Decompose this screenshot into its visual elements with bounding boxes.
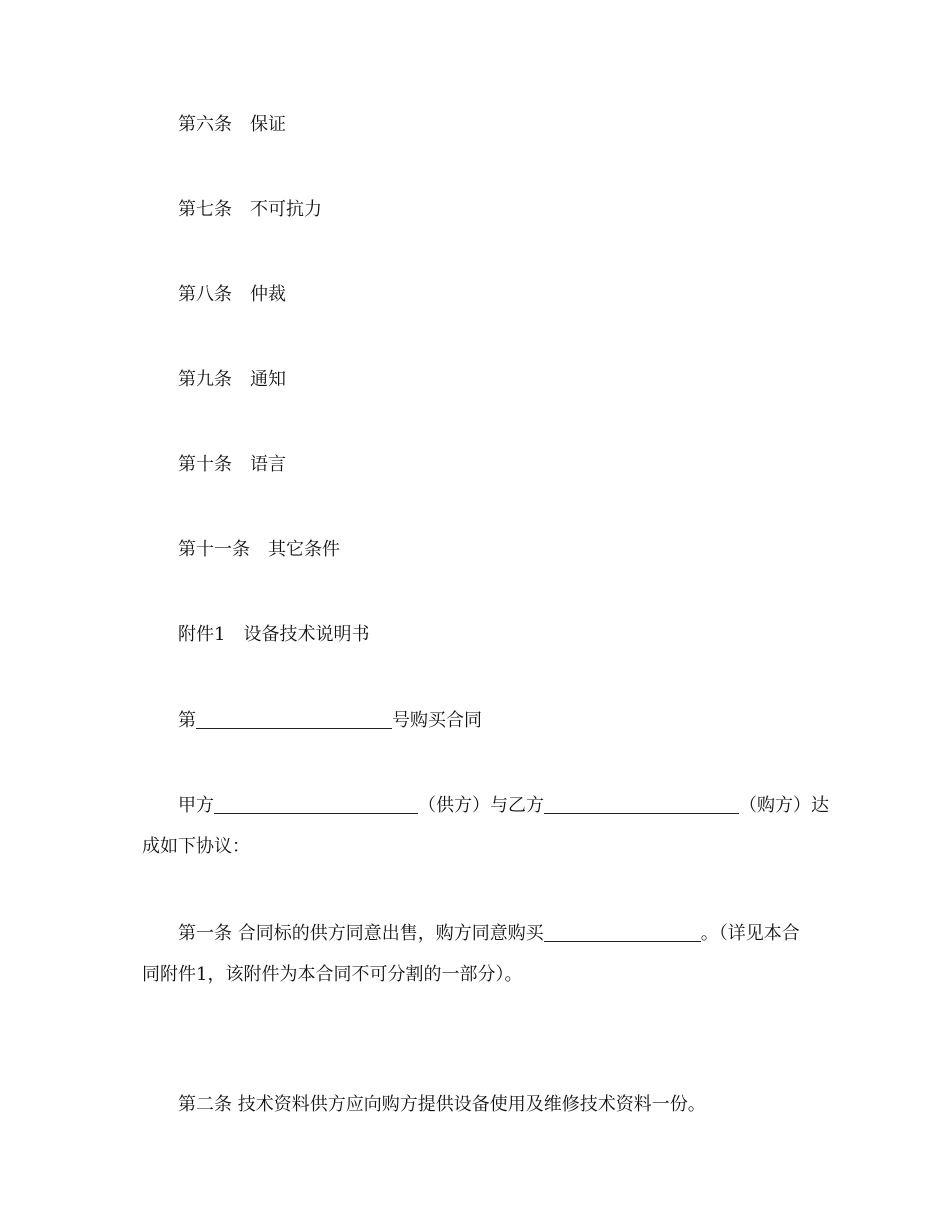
- buyer-tag: （购方）达: [739, 795, 829, 816]
- article-8: [178, 283, 286, 307]
- article-title: 其它条件: [268, 539, 340, 560]
- article-number: 第十一条: [178, 539, 250, 560]
- article-title: 通知: [250, 369, 286, 390]
- contract-suffix: 号购买合同: [392, 710, 482, 731]
- article-7: [178, 198, 322, 222]
- annex-number: 附件1: [178, 624, 226, 645]
- clause-1-tail: 。（详见本合: [700, 923, 800, 944]
- article-10: [178, 453, 286, 477]
- article-number: 第八条: [178, 284, 232, 305]
- supplier-tag: （供方）与乙方: [418, 795, 544, 816]
- article-number: 第十条: [178, 454, 232, 475]
- article-6: [178, 113, 286, 137]
- supplier-blank: [214, 793, 418, 814]
- clause-2: 第二条 技术资料供方应向购方提供设备使用及维修技术资料一份。: [178, 1094, 706, 1115]
- article-number: 第九条: [178, 369, 232, 390]
- clause-1-lead: 第一条 合同标的供方同意出售，购方同意购买: [178, 923, 544, 944]
- goods-blank: [544, 921, 701, 942]
- article-title: 语言: [250, 454, 286, 475]
- contract-number-line: [178, 708, 482, 733]
- annex-title: 设备技术说明书: [243, 624, 370, 645]
- article-11: [178, 538, 340, 562]
- contract-prefix: 第: [178, 710, 196, 731]
- annex-1: [178, 623, 369, 647]
- party-a-label: 甲方: [178, 795, 214, 816]
- clause-1: [178, 921, 800, 946]
- buyer-blank: [544, 793, 739, 814]
- contract-number-blank: [196, 708, 392, 729]
- article-title: 保证: [250, 114, 286, 135]
- article-9: [178, 368, 286, 392]
- parties-continuation: 成如下协议：: [142, 836, 250, 857]
- article-number: 第七条: [178, 199, 232, 220]
- parties-line: [178, 793, 829, 818]
- article-number: 第六条: [178, 114, 232, 135]
- article-title: 仲裁: [250, 284, 286, 305]
- clause-1-continuation: 同附件1，该附件为本合同不可分割的一部分）。: [142, 964, 523, 985]
- article-title: 不可抗力: [250, 199, 322, 220]
